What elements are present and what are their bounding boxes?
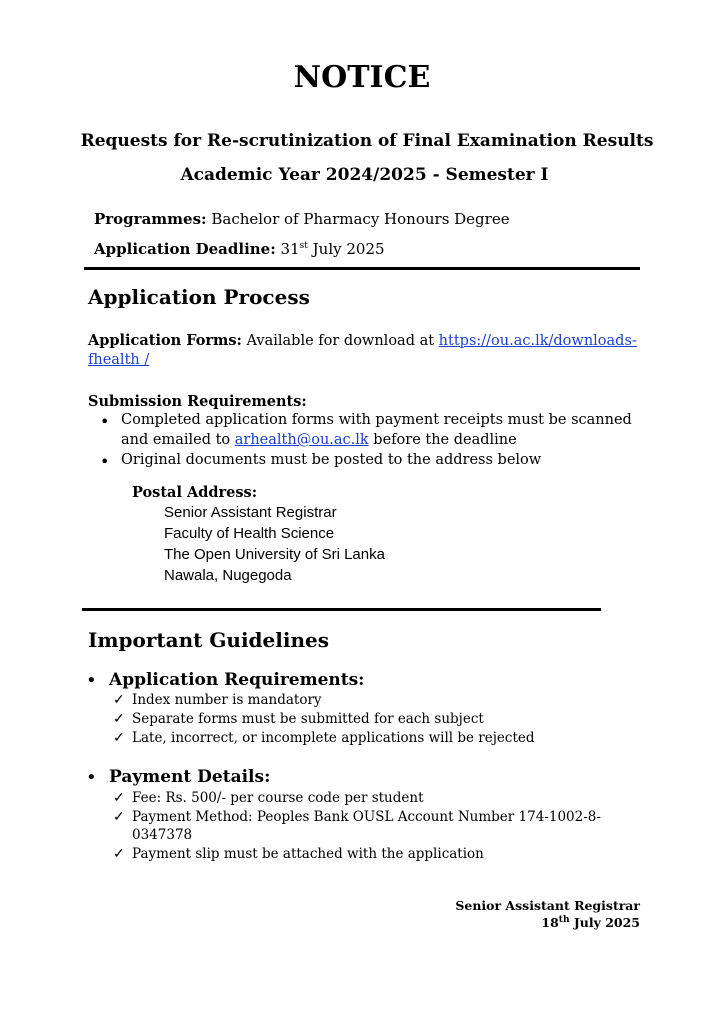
check-icon: ✓ bbox=[113, 711, 125, 727]
programmes-line bbox=[94, 210, 510, 228]
app-req-item: Late, incorrect, or incomplete applications will be rejected bbox=[132, 730, 535, 746]
signature-date-rest: July 2025 bbox=[573, 915, 640, 930]
postal-line: Nawala, Nugegoda bbox=[164, 567, 292, 584]
programmes-label: Programmes: bbox=[94, 210, 207, 228]
programmes-value: Bachelor of Pharmacy Honours Degree bbox=[211, 210, 510, 228]
app-req-item: Index number is mandatory bbox=[132, 692, 322, 708]
submission-item1-line1: Completed application forms with payment receipts must be scanned bbox=[121, 412, 632, 428]
deadline-label: Application Deadline: bbox=[94, 240, 276, 258]
forms-line2 bbox=[88, 352, 149, 368]
payment-fee: Fee: Rs. 500/- per course code per student bbox=[132, 790, 424, 806]
notice-heading-line2: Academic Year 2024/2025 - Semester I bbox=[180, 165, 549, 185]
submission-item2: Original documents must be posted to the address below bbox=[121, 452, 542, 468]
bullet-icon: • bbox=[86, 767, 97, 788]
downloads-link[interactable]: https://ou.ac.lk/downloads- bbox=[438, 333, 637, 349]
postal-line: The Open University of Sri Lanka bbox=[164, 546, 385, 563]
deadline-day: 31 bbox=[280, 240, 300, 258]
signature-title: Senior Assistant Registrar bbox=[455, 898, 640, 913]
bullet-icon: • bbox=[86, 670, 97, 691]
app-req-item: Separate forms must be submitted for each subject bbox=[132, 711, 484, 727]
payment-method-line2: 0347378 bbox=[132, 827, 193, 843]
check-icon: ✓ bbox=[113, 790, 125, 806]
submission-item1-pre: and emailed to bbox=[121, 432, 231, 448]
bullet-icon: • bbox=[100, 412, 110, 431]
check-icon: ✓ bbox=[113, 692, 125, 708]
postal-line: Senior Assistant Registrar bbox=[164, 504, 337, 521]
notice-heading-line1: Requests for Re-scrutinization of Final Examination Results bbox=[80, 131, 654, 151]
signature-date-suffix: th bbox=[558, 914, 570, 925]
deadline-suffix: st bbox=[299, 241, 308, 251]
submission-item1-line2 bbox=[121, 432, 517, 448]
signature-date bbox=[541, 915, 640, 930]
check-icon: ✓ bbox=[113, 730, 125, 746]
payment-slip: Payment slip must be attached with the application bbox=[132, 846, 484, 862]
deadline-line bbox=[94, 240, 385, 258]
divider-top bbox=[84, 267, 640, 270]
check-icon: ✓ bbox=[113, 809, 125, 825]
signature-date-day: 18 bbox=[541, 915, 559, 930]
submission-item1-post: before the deadline bbox=[373, 432, 517, 448]
app-req-heading: Application Requirements: bbox=[109, 670, 365, 690]
forms-line1 bbox=[88, 332, 637, 349]
application-process-heading: Application Process bbox=[88, 285, 310, 309]
postal-label: Postal Address: bbox=[132, 484, 258, 501]
downloads-link-continued[interactable]: fhealth / bbox=[88, 352, 150, 368]
check-icon: ✓ bbox=[113, 846, 125, 862]
deadline-rest: July 2025 bbox=[312, 240, 385, 258]
divider-middle bbox=[82, 608, 601, 611]
payment-heading: Payment Details: bbox=[109, 767, 271, 787]
email-link[interactable]: arhealth@ou.ac.lk bbox=[234, 432, 369, 448]
forms-text: Available for download at bbox=[246, 333, 435, 349]
postal-line: Faculty of Health Science bbox=[164, 525, 335, 542]
notice-title: NOTICE bbox=[293, 60, 431, 95]
guidelines-heading: Important Guidelines bbox=[88, 628, 329, 652]
forms-label: Application Forms: bbox=[88, 332, 242, 349]
submission-label: Submission Requirements: bbox=[88, 393, 307, 410]
bullet-icon: • bbox=[100, 452, 110, 471]
payment-method-line1: Payment Method: Peoples Bank OUSL Account Number 174-1002-8- bbox=[132, 809, 601, 825]
